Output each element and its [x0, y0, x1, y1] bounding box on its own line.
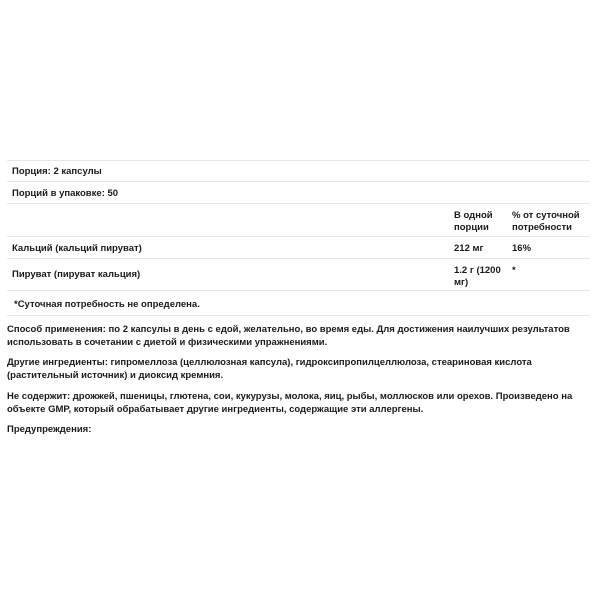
- nutrient-daily-value: 16%: [512, 243, 532, 254]
- table-row: [7, 236, 590, 258]
- nutrient-name: Кальций (кальций пируват): [12, 243, 142, 254]
- nutrient-amount: 212 мг: [454, 243, 484, 254]
- supplement-facts-table: [7, 160, 590, 316]
- other-ingredients: Другие ингредиенты: гипромеллоза (целлюлозная капсула), гидроксипропилцеллюлоза, стеариновая кислота (растительный источник) и диоксид кремния.: [7, 357, 532, 381]
- table-row: [7, 258, 590, 290]
- footnote: *Суточная потребность не определена.: [14, 299, 200, 310]
- allergen-info: Не содержит: дрожжей, пшеницы, глютена, сои, кукурузы, молока, яиц, рыбы, моллюсков или орехов. Произведено на объекте GMP, который обрабатывает другие ингредиенты, содержащие эти аллергены.: [7, 391, 573, 415]
- footnote-row: [7, 290, 590, 316]
- serving-size: Порция: 2 капсулы: [12, 166, 102, 177]
- warnings-heading: Предупреждения:: [7, 424, 92, 435]
- table-header-row: [7, 203, 590, 236]
- nutrient-amount: 1.2 г (1200 мг): [454, 265, 501, 288]
- servings-per-container: Порций в упаковке: 50: [12, 188, 119, 199]
- header-amount: В одной порции: [454, 210, 493, 233]
- header-daily-value: % от суточной потребности: [512, 210, 580, 233]
- nutrient-daily-value: *: [512, 265, 516, 276]
- servings-per-container-row: [7, 181, 590, 203]
- usage-instructions: Способ применения: по 2 капсулы в день с едой, желательно, во время еды. Для достижения наилучших результатов использовать в сочетании с диетой и физическими упражнениями.: [7, 324, 570, 348]
- nutrient-name: Пируват (пируват кальция): [12, 269, 141, 280]
- serving-size-row: [7, 160, 590, 181]
